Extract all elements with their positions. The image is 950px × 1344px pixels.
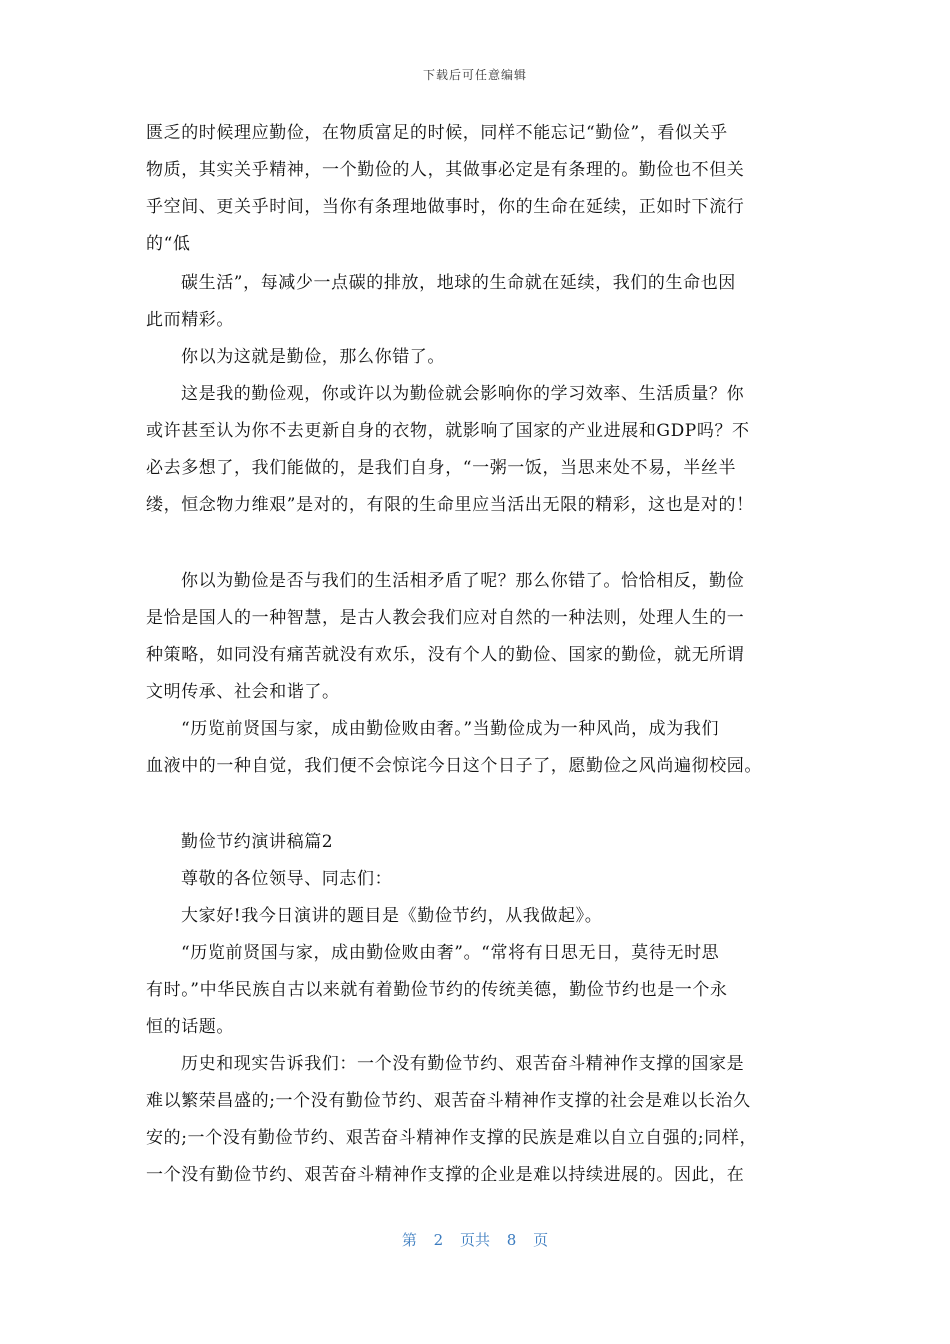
text-line: 这是我的勤俭观，你或许以为勤俭就会影响你的学习效率、生活质量？你 [181,384,745,404]
text-line: 有时。”中华民族自古以来就有着勤俭节约的传统美德，勤俭节约也是一个永 [146,980,728,1000]
text-line: 血液中的一种自觉，我们便不会惊诧今日这个日子了，愿勤俭之风尚遍彻校园。 [146,756,762,776]
body-block-3 [146,563,806,785]
text-line: 恒的话题。 [146,1017,234,1037]
text-line: 文明传承、社会和谐了。 [146,682,340,702]
text-line: 一个没有勤俭节约、艰苦奋斗精神作支撑的企业是难以持续进展的。因此，在 [146,1165,745,1185]
text-line: 乎空间、更关乎时间，当你有条理地做事时，你的生命在延续，正如时下流行 [146,197,745,217]
text-line: 必去多想了，我们能做的，是我们自身，“一粥一饭，当思来处不易，半丝半 [146,458,737,478]
page-footer: 第 2 页共 8 页 [401,1231,549,1249]
text-line: 此而精彩。 [146,310,234,330]
body-block-4 [146,824,806,1194]
text-line: 或许甚至认为你不去更新自身的衣物，就影响了国家的产业进展和GDP吗？不 [146,421,750,441]
text-line: “历览前贤国与家，成由勤俭败由奢”。“常将有日思无日，莫待无时思 [181,943,720,963]
text-line: 匮乏的时候理应勤俭，在物质富足的时候，同样不能忘记“勤俭”，看似关乎 [146,123,728,143]
text-line: 的“低 [146,234,191,254]
text-line: 安的;一个没有勤俭节约、艰苦奋斗精神作支撑的民族是难以自立自强的;同样， [146,1128,758,1148]
text-line: 你以为勤俭是否与我们的生活相矛盾了呢？那么你错了。恰恰相反，勤俭 [181,571,745,591]
body-block-1 [146,115,806,263]
text-line: 历史和现实告诉我们：一个没有勤俭节约、艰苦奋斗精神作支撑的国家是 [181,1054,745,1074]
text-line: “历览前贤国与家，成由勤俭败由奢。”当勤俭成为一种风尚，成为我们 [181,719,720,739]
section-title: 勤俭节约演讲稿篇2 [181,832,334,852]
body-block-2 [146,265,806,524]
text-line: 难以繁荣昌盛的;一个没有勤俭节约、艰苦奋斗精神作支撑的社会是难以长治久 [146,1091,751,1111]
text-line: 尊敬的各位领导、同志们： [181,869,393,889]
text-line: 种策略，如同没有痛苦就没有欢乐，没有个人的勤俭、国家的勤俭，就无所谓 [146,645,745,665]
text-line: 大家好!我今日演讲的题目是《勤俭节约，从我做起》。 [181,906,603,926]
text-line: 物质，其实关乎精神，一个勤俭的人，其做事必定是有条理的。勤俭也不但关 [146,160,745,180]
text-line: 是恰是国人的一种智慧，是古人教会我们应对自然的一种法则，处理人生的一 [146,608,745,628]
text-line: 你以为这就是勤俭，那么你错了。 [181,347,445,367]
text-line: 碳生活”，每减少一点碳的排放，地球的生命就在延续，我们的生命也因 [181,273,736,293]
text-line: 缕，恒念物力维艰”是对的，有限的生命里应当活出无限的精彩，这也是对的！ [146,495,754,515]
page-header: 下载后可任意编辑 [422,68,527,82]
